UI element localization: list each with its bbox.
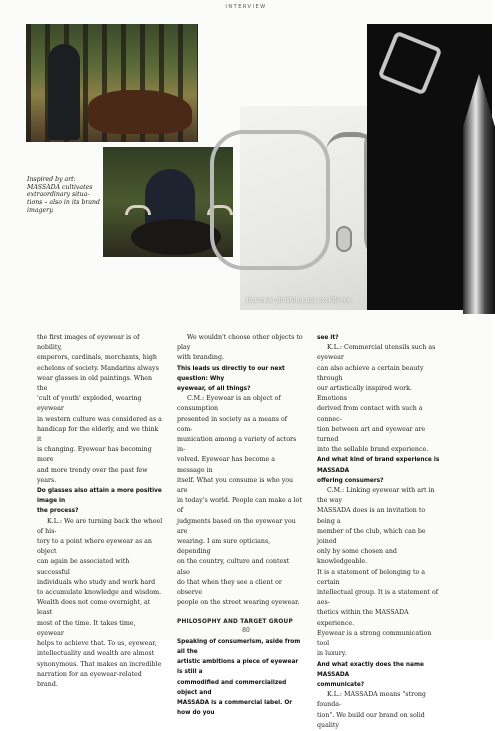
body-line: helps to achieve that. To us, eyewear,	[37, 640, 157, 648]
body-line: intellectuality and wealth are almost	[37, 650, 155, 658]
body-line: thetics within the MASSADA experience.	[317, 609, 409, 627]
bull-figure	[131, 219, 221, 255]
caption-brand-imagery	[27, 176, 103, 215]
body-line: and more trendy over the past few years.	[37, 466, 148, 484]
body-line: MASSADA does is an invitation to being a	[317, 507, 426, 525]
body-line: the first images of eyewear is of nobility,	[37, 334, 140, 352]
body-line: munication among a variety of actors in-	[177, 436, 297, 454]
section-heading: PHILOSOPHY AND TARGET GROUP	[177, 619, 293, 626]
body-line: can again be associated with successful	[37, 558, 130, 576]
body-line: in luxury.	[317, 650, 347, 658]
body-line: We wouldn't choose other objects to play	[177, 334, 303, 352]
body-line: 'cult of youth' exploded, wearing eyewear	[37, 395, 142, 413]
body-line: narration for an eyewear-related brand.	[37, 670, 142, 688]
body-line: K.L.: We are turning back the wheel of his-	[37, 517, 163, 535]
body-line: judgments based on the eyewear you are	[177, 517, 296, 535]
question-line: This leads us directly to our next question: Why	[177, 365, 285, 382]
body-line: into the sellable brand experience.	[317, 446, 429, 454]
body-line: people on the street wearing eyewear.	[177, 599, 300, 607]
body-line: with branding.	[177, 354, 224, 362]
body-line: in today's world. People can make a lot of	[177, 497, 302, 515]
man-figure	[48, 44, 80, 140]
body-line: do that when they see a client or observe	[177, 578, 282, 597]
question-line: And what kind of brand experience is MASSADA	[317, 457, 440, 474]
question-line: communicate?	[317, 681, 365, 688]
question-line: see it?	[317, 335, 339, 341]
question-line: And what exactly does the name MASSADA	[317, 661, 424, 678]
question-line: Do glasses also attain a more positive image in	[37, 488, 162, 505]
text-column-3	[317, 333, 443, 731]
question-line: eyewear, of all things?	[177, 386, 251, 393]
text-column-1	[37, 333, 163, 690]
section-header: INTERVIEW	[225, 4, 267, 10]
caption-line: extraordinary situa-	[27, 191, 90, 199]
question-line: commodified and commercialized object and	[177, 679, 287, 696]
body-line: can also achieve a certain beauty through	[317, 364, 424, 382]
photo-man-with-bull-in-forest	[26, 24, 198, 142]
body-line: on the country, culture and context also	[177, 558, 290, 576]
text-column-2	[177, 333, 303, 718]
caption-japanese-finishing: Japanese finishing par excellence.	[246, 297, 353, 304]
building-spire	[463, 74, 495, 314]
body-line: presented in society as a means of com-	[177, 415, 288, 433]
body-line: Eyewear is a strong communication tool	[317, 629, 432, 648]
caption-line: Inspired by art:	[27, 176, 76, 183]
body-line: K.L.: Commercial utensils such as eyewear	[317, 344, 436, 362]
question-line: MASSADA is a commercial label. Or how do you	[177, 699, 293, 717]
body-line: It is a statement of belonging to a certain	[317, 568, 426, 586]
photo-chrysler-spire-and-ring	[367, 24, 492, 310]
body-line: tion". We build our brand on solid quality	[317, 711, 425, 729]
body-line: to accumulate knowledge and wisdom.	[37, 589, 162, 597]
body-line: emperors, cardinals, merchants, high	[37, 354, 157, 362]
caption-line: MASSADA cultivates	[27, 183, 93, 191]
question-line: Speaking of consumerism, aside from all the	[177, 638, 301, 655]
body-line: C.M.: Eyewear is an object of consumption	[177, 395, 281, 413]
body-line: is changing. Eyewear has becoming more	[37, 446, 152, 464]
body-line: wearing. I am sure opticians, depending	[177, 538, 271, 556]
body-line: member of the club, which can be joined	[317, 527, 426, 546]
lens-left	[210, 130, 330, 270]
body-line: individuals who study and work hard	[37, 578, 156, 586]
nose-pad	[336, 226, 352, 252]
body-line: our artistically inspired work. Emotions	[317, 385, 412, 403]
body-line: tory to a point where eyewear as an object	[37, 538, 152, 556]
caption-line: tions – also in its brand	[27, 199, 101, 207]
bull-figure	[88, 90, 192, 134]
body-line: C.M.: Linking eyewear with art in the way	[317, 487, 435, 505]
octagonal-ring	[377, 30, 442, 95]
page-number: 80	[242, 627, 250, 634]
horn-left	[125, 205, 151, 215]
body-line: only by some chosen and knowledgeable.	[317, 548, 397, 566]
body-line: intellectual group. It is a statement of aes-	[317, 589, 439, 607]
body-line: Wealth does not come overnight, at least	[37, 599, 151, 617]
question-line: offering consumers?	[317, 477, 384, 484]
body-line: tion between art and eyewear are turned	[317, 425, 426, 444]
caption-line: imagery.	[27, 206, 54, 214]
body-line: itself. What you consume is who you are	[177, 476, 294, 495]
body-line: most of the time. It takes time, eyewear	[37, 619, 136, 637]
body-line: synonymous. That makes an incredible	[37, 660, 162, 668]
body-line: K.L.: MASSADA means "strong founda-	[317, 691, 426, 709]
body-line: in western culture was considered as a	[37, 415, 162, 423]
body-line: wear glasses in old paintings. When the	[37, 374, 153, 393]
question-line: artistic ambitions a piece of eyewear is still a	[177, 659, 299, 676]
body-line: echelons of society. Mandarins always	[37, 364, 159, 372]
body-line: derived from contact with such a connec-	[317, 405, 423, 423]
question-line: the process?	[37, 508, 79, 515]
body-line: handicap for the elderly, and we think it	[37, 425, 159, 444]
body-line: volved. Eyewear has become a message in	[177, 456, 276, 474]
